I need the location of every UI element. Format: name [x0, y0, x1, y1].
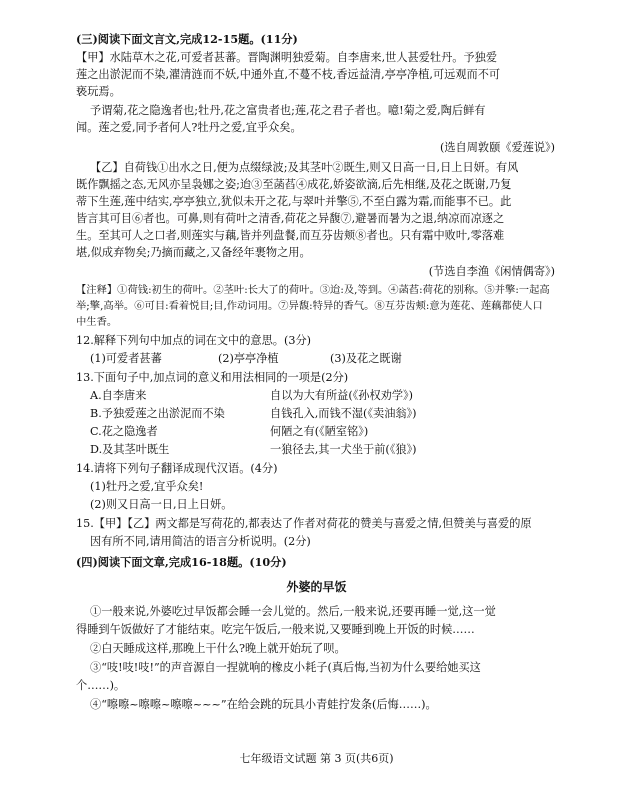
notes-line-3: 中生香。 — [76, 316, 118, 328]
article-p3-line-1: ③“吱!吱!吱!”的声音源自一捏就响的橡皮小耗子(真后悔,当初为什么要给她买这 — [90, 661, 481, 674]
q13-option-b: B.予独爱莲之出淤泥而不染 — [90, 407, 225, 420]
q14-stem: 14.请将下列句子翻译成现代汉语。(4分) — [76, 462, 278, 475]
article-p3-line-2: 个……)。 — [76, 679, 126, 692]
q13-option-a: A.自李唐来 — [90, 389, 147, 402]
yi-line-3: 蒂下生莲,莲中结实,亭亭独立,犹似未开之花,与翠叶并擎⑤,不至白露为霜,而能事不已。此 — [76, 195, 512, 208]
jia-line-5: 闻。莲之爱,同予者何人?牡丹之爱,宜乎众矣。 — [76, 121, 302, 134]
article-p4: ④“嚓嚓~嚓嚓~嚓嚓~~~”在给会跳的玩具小青蛙拧发条(后悔……)。 — [90, 698, 437, 711]
q14-item-2: (2)则又日高一日,日上日妍。 — [90, 498, 233, 511]
q15-line-1: 15.【甲】【乙】两文都是写荷花的,都表达了作者对荷花的赞美与喜爱之情,但赞美与喜爱的原 — [76, 517, 532, 530]
q13-option-c-compare: 何陋之有(《陋室铭》) — [270, 425, 369, 438]
article-title: 外婆的早饭 — [286, 580, 347, 594]
section4-header: (四)阅读下面文章,完成16-18题。(10分) — [76, 555, 287, 569]
q13-option-a-compare: 自以为大有所益(《孙权劝学》) — [270, 389, 413, 402]
q14-item-1: (1)牡丹之爱,宜乎众矣! — [90, 480, 204, 493]
q12-item-3: (3)及花之既谢 — [330, 352, 402, 365]
yi-line-5: 生。至其可人之口者,则莲实与藕,皆并列盘餐,而互芬齿颊⑧者也。只有霜中败叶,零落难 — [76, 229, 505, 242]
notes-line-1: 【注释】①荷钱:初生的荷叶。②茎叶:长大了的荷叶。③迨:及,等到。④菡萏:荷花的别称。⑤并擎:一起高 — [76, 284, 550, 296]
article-p1-line-2: 得睡到午饭做好了才能结束。吃完午饭后,一般来说,又要睡到晚上开饭的时候…… — [76, 623, 475, 636]
article-p1-line-1: ①一般来说,外婆吃过早饭都会睡一会儿觉的。然后,一般来说,还要再睡一觉,这一觉 — [90, 605, 496, 618]
jia-line-3: 亵玩焉。 — [76, 85, 121, 98]
jia-source: (选自周敦颐《爱莲说》) — [439, 141, 555, 154]
section3-header: (三)阅读下面文言文,完成12-15题。(11分) — [76, 32, 298, 46]
page-footer: 七年级语文试题 第 3 页(共6页) — [239, 752, 394, 765]
jia-line-4: 予谓菊,花之隐逸者也;牡丹,花之富贵者也;莲,花之君子者也。噫!菊之爱,陶后鲜有 — [90, 104, 486, 117]
jia-line-1: 【甲】水陆草木之花,可爱者甚蕃。晋陶渊明独爱菊。自李唐来,世人甚爱牡丹。予独爱 — [76, 51, 498, 64]
q13-option-c: C.花之隐逸者 — [90, 425, 158, 438]
q13-option-d-compare: 一狼径去,其一犬坐于前(《狼》) — [270, 443, 417, 456]
q12-item-1: (1)可爱者甚蕃 — [90, 352, 162, 365]
q12-item-2: (2)亭亭净植 — [218, 352, 279, 365]
yi-line-6: 堪,似成弃物矣;乃摘而藏之,又备经年裹物之用。 — [76, 246, 311, 259]
q15-line-2: 因有所不同,请用简洁的语言分析说明。(2分) — [90, 535, 311, 548]
q12-stem: 12.解释下列句中加点的词在文中的意思。(3分) — [76, 334, 312, 347]
yi-source: (节选自李渔《闲情偶寄》) — [428, 265, 555, 278]
yi-line-2: 既作飘摇之态,无风亦呈袅娜之姿;迨③至菡萏④成花,娇姿欲滴,后先相继,及花之既谢,乃复 — [76, 178, 512, 191]
yi-line-4: 皆言其可目⑥者也。可鼻,则有荷叶之清香,荷花之异馥⑦,避暑而暑为之退,纳凉而凉逐之 — [76, 212, 505, 225]
q13-option-b-compare: 自钱孔入,而钱不湿(《卖油翁》) — [270, 407, 417, 420]
notes-line-2: 举;擎,高举。⑥可目:看着悦目;目,作动词用。⑦异馥:特异的香气。⑧互芬齿颊:意为莲花、莲藕都使人口 — [76, 300, 543, 312]
jia-line-2: 莲之出淤泥而不染,濯清涟而不妖,中通外直,不蔓不枝,香远益清,亭亭净植,可远观而不可 — [76, 68, 501, 81]
article-p2: ②白天睡成这样,那晚上干什么?晚上就开始玩了呗。 — [90, 642, 346, 655]
q13-stem: 13.下面句子中,加点词的意义和用法相同的一项是(2分) — [76, 371, 349, 384]
q13-option-d: D.及其茎叶既生 — [90, 443, 170, 456]
yi-line-1: 【乙】自荷钱①出水之日,便为点缀绿波;及其茎叶②既生,则又日高一日,日上日妍。有风 — [90, 161, 519, 174]
